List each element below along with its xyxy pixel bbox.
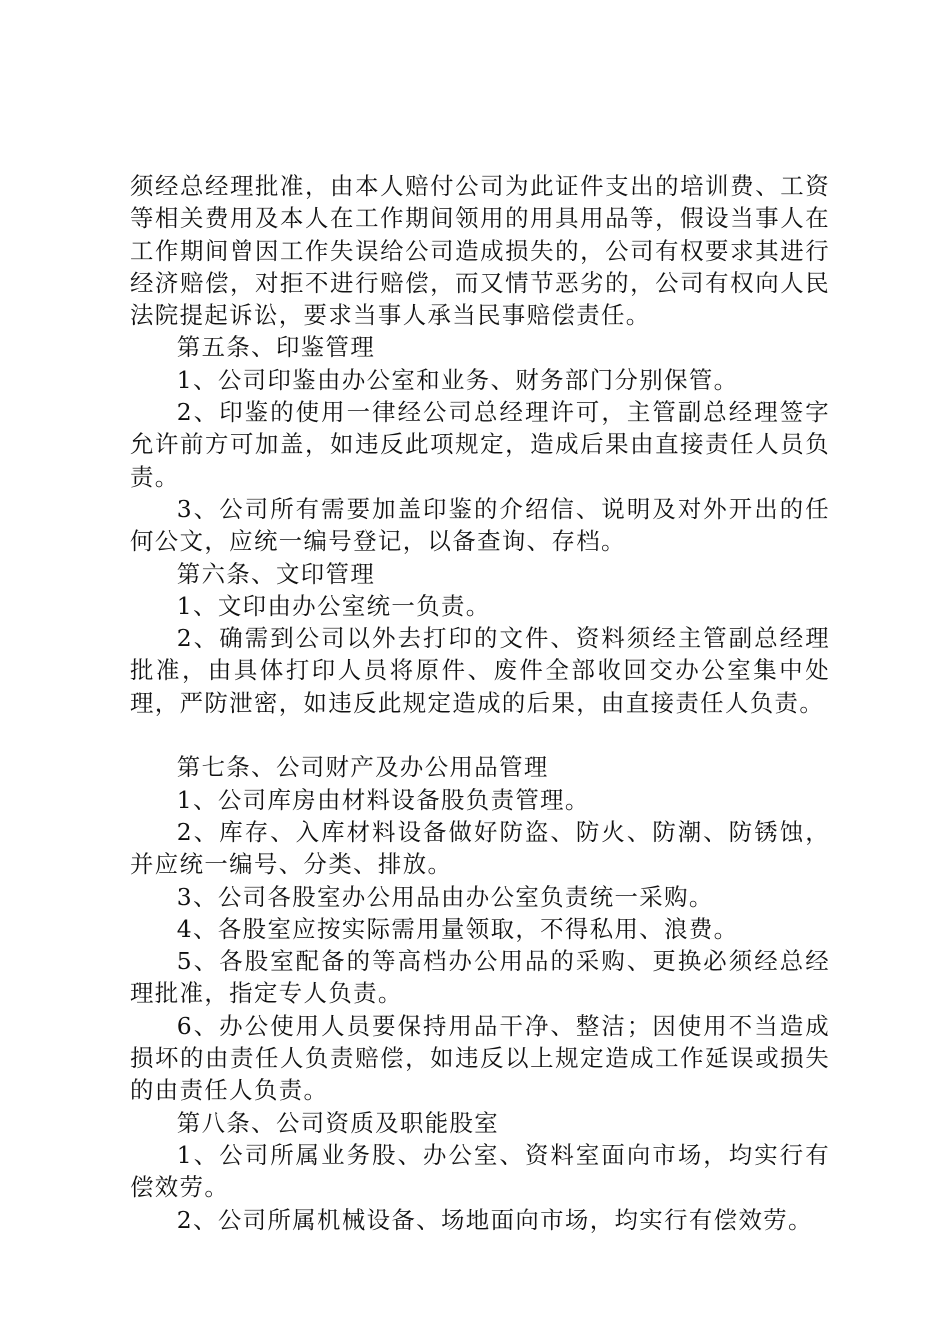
paragraph: 1、公司印鉴由办公室和业务、财务部门分别保管。 [176,365,739,394]
section-heading-article-5: 第五条、印鉴管理 [176,333,376,362]
paragraph: 2、印鉴的使用一律经公司总经理许可，主管副总经理签字允许前方可加盖，如违反此项规定，造成后果由直接责任人员负责。 [130,398,830,491]
paragraph: 3、公司所有需要加盖印鉴的介绍信、说明及对外开出的任何公文，应统一编号登记，以备查询、存档。 [130,494,830,556]
paragraph: 5、各股室配备的等高档办公用品的采购、更换必须经总经理批准，指定专人负责。 [130,947,830,1008]
paragraph: 2、公司所属机械设备、场地面向市场，均实行有偿效劳。 [176,1205,813,1234]
paragraph: 3、公司各股室办公用品由办公室负责统一采购。 [176,882,714,911]
paragraph: 4、各股室应按实际需用量领取，不得私用、浪费。 [176,914,739,943]
section-heading-article-8: 第八条、公司资质及职能股室 [176,1108,500,1137]
blank-line [130,719,830,751]
paragraph: 6、办公使用人员要保持用品干净、整洁；因使用不当造成损坏的由责任人负责赔偿，如违反以上规定造成工作延误或损失的由责任人负责。 [130,1011,830,1105]
section-heading-article-6: 第六条、文印管理 [176,559,376,588]
paragraph-continuation: 须经总经理批准，由本人赔付公司为此证件支出的培训费、工资等相关费用及本人在工作期间领用的用具用品等，假设当事人在工作期间曾因工作失误给公司造成损失的，公司有权要求其进行经济赔偿，对拒不进行赔偿，而又情节恶劣的，公司有权向人民法院提起诉讼，要求当事人承当民事赔偿责任。 [130,172,830,330]
document-body [130,170,830,1236]
paragraph: 2、库存、入库材料设备做好防盗、防火、防潮、防锈蚀，并应统一编号、分类、排放。 [130,817,830,879]
paragraph: 1、公司所属业务股、办公室、资料室面向市场，均实行有偿效劳。 [130,1140,830,1202]
paragraph: 2、确需到公司以外去打印的文件、资料须经主管副总经理批准，由具体打印人员将原件、废件全部收回交办公室集中处理，严防泄密，如违反此规定造成的后果，由直接责任人负责。 [130,624,830,717]
paragraph: 1、公司库房由材料设备股负责管理。 [176,785,590,814]
section-heading-article-7: 第七条、公司财产及办公用品管理 [176,753,549,782]
paragraph: 1、文印由办公室统一负责。 [176,591,491,620]
